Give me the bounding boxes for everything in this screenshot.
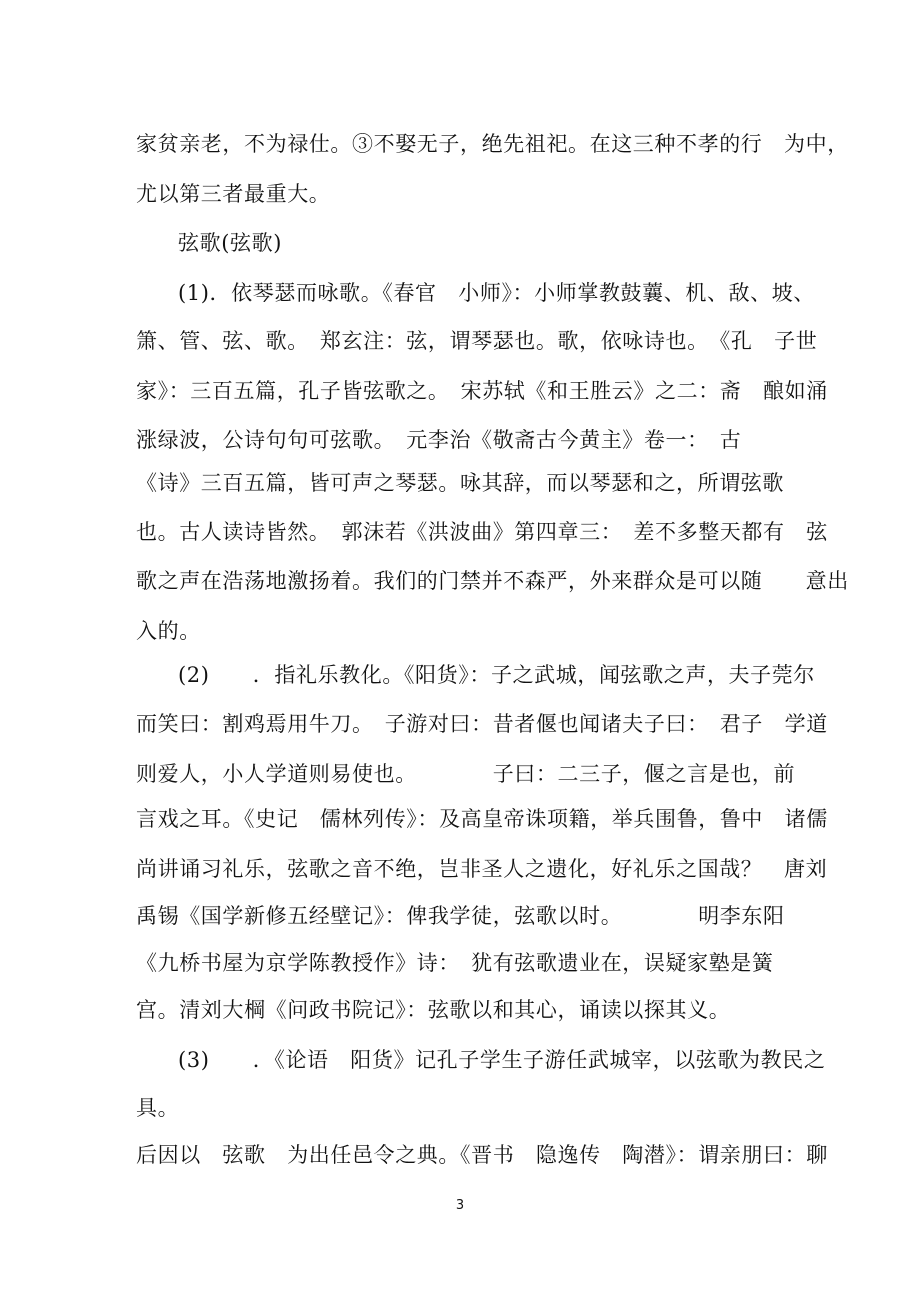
text-line-7: 涨绿波，公诗句句可弦歌。 元李治《敬斋古今黄主》卷一： 古 — [136, 428, 742, 452]
text-line-6: 家》：三百五篇，孔子皆弦歌之。 宋苏轼《和王胜云》之二：斋 酿如涌 — [136, 379, 828, 403]
text-line-16: 尚讲诵习礼乐，弦歌之音不绝，岂非圣人之遗化，好礼乐之国哉？ 唐刘 — [136, 857, 828, 881]
text-line-8: 《诗》三百五篇，皆可声之琴瑟。咏其辞，而以琴瑟和之，所谓弦歌 — [136, 471, 784, 495]
text-line-19: 宫。清刘大棡《问政书院记》：弦歌以和其心，诵读以探其义。 — [136, 998, 731, 1022]
text-line-21: 具。 — [136, 1096, 180, 1120]
text-line-18: 《九桥书屋为京学陈教授作》诗： 犹有弦歌遗业在，误疑家塾是簧 — [136, 951, 774, 975]
text-line-5: 箫、管、弦、歌。 郑玄注：弦，谓琴瑟也。歌，依咏诗也。 《孔 子世 — [136, 329, 818, 353]
text-line-17: 禹锡《国学新修五经壁记》：俾我学徒，弦歌以时。 明李东阳 — [136, 904, 785, 928]
text-line-22: 后因以 弦歌 为出任邑令之典。《晋书 隐逸传 陶潜》：谓亲朋曰：聊 — [136, 1143, 828, 1167]
text-line-4: (1)．依琴瑟而咏歌。《春官 小师》：小师掌教鼓蘘、机、敌、坡、 — [178, 281, 815, 305]
section-heading: 弦歌(弦歌) — [178, 231, 282, 255]
text-line-13: 而笑曰：割鸡焉用牛刀。 子游对曰：昔者偃也闻诸夫子曰： 君子 学道 — [136, 712, 828, 736]
text-line-11: 入的。 — [136, 619, 201, 643]
text-line-20: (3) ．《论语 阳货》记孔子学生子游任武城宰，以弦歌为教民之 — [178, 1048, 826, 1072]
text-line-12: (2) ．指礼乐教化。《阳货》：子之武城，闻弦歌之声，夫子莞尔 — [178, 663, 815, 687]
text-line-1: 家贫亲老，不为禄仕。③不娶无子，绝先祖祀。在这三种不孝的行 为中， — [136, 132, 849, 156]
text-line-14: 则爱人，小人学道则易使也。 子曰：二三子，偃之言是也，前 — [136, 762, 796, 786]
text-line-10: 歌之声在浩荡地激扬着。我们的门禁并不森严，外来群众是可以随 意出 — [136, 569, 849, 593]
text-line-2: 尤以第三者最重大。 — [136, 182, 331, 206]
text-line-9: 也。古人读诗皆然。 郭沫若《洪波曲》第四章三： 差不多整天都有 弦 — [136, 520, 828, 544]
text-line-15: 言戏之耳。《史记 儒林列传》：及高皇帝诛项籍，举兵围鲁，鲁中 诸儒 — [136, 807, 828, 831]
page-number: 3 — [455, 1198, 465, 1213]
